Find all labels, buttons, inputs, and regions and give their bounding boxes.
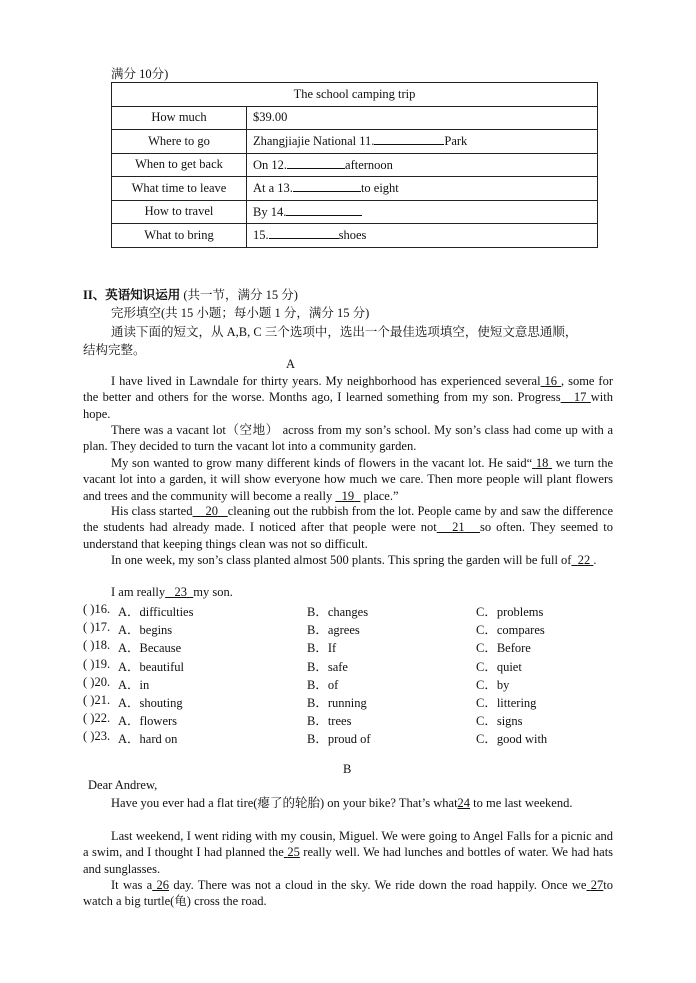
blank-19: [335, 489, 360, 503]
blank-25: [284, 845, 300, 859]
text: to me last weekend.: [473, 796, 573, 810]
letter-greeting: Dear Andrew,: [88, 778, 158, 792]
text: It was a: [111, 878, 153, 892]
answer-blank-15[interactable]: [269, 227, 339, 239]
blank-number: 21: [452, 520, 465, 535]
question-number: ( )19.: [83, 656, 111, 671]
passage-a-paragraph-5: [83, 552, 613, 568]
question-number: ( )17.: [83, 620, 111, 635]
question-number: ( )22.: [83, 711, 111, 726]
option-a[interactable]: A．hard on: [118, 732, 178, 747]
text: His class started: [111, 504, 193, 518]
option-c[interactable]: C．by: [476, 677, 510, 692]
blank-26: [152, 878, 169, 892]
camping-trip-table: [111, 82, 598, 248]
blank-16: [541, 374, 561, 388]
question-number: ( )18.: [83, 638, 111, 653]
option-b[interactable]: B．If: [307, 641, 337, 656]
passage-a-paragraph-2: There was a vacant lot（空地） across from my son’s school. My son’s class had come up with a plan. They decided to turn the vacant lot into a community garden.: [83, 423, 613, 454]
option-a[interactable]: A．in: [118, 677, 150, 692]
section-heading-rest: (共一节，满分 15 分): [180, 288, 298, 302]
option-c[interactable]: C．Before: [476, 641, 531, 656]
table-row: [112, 153, 598, 177]
section-heading: [83, 285, 298, 303]
instruction-line-1: 通读下面的短文，从 A,B, C 三个选项中，选出一个最佳选项填空，使短文意思通顺，: [111, 325, 578, 339]
row-value: [247, 153, 598, 177]
table-row: [112, 130, 598, 154]
value-suffix: Park: [444, 134, 468, 149]
row-value: [247, 106, 598, 130]
blank-17: [561, 390, 591, 404]
option-b[interactable]: B．of: [307, 677, 339, 692]
passage-a-paragraph-3: [83, 455, 613, 504]
blank-24: [458, 796, 471, 810]
row-label: How to travel: [112, 200, 247, 224]
row-label: What time to leave: [112, 177, 247, 201]
question-number: ( )16.: [83, 602, 111, 616]
text: I have lived in Lawndale for thirty years. My neighborhood has experienced several: [111, 374, 541, 388]
value-text: Zhangjiajie National 11.: [253, 134, 375, 149]
question-number: ( )23.: [83, 729, 111, 744]
option-c[interactable]: C．compares: [476, 623, 545, 638]
option-a[interactable]: A．shouting: [118, 696, 183, 710]
table-row: [112, 200, 598, 224]
value-text: By 14.: [253, 204, 287, 219]
option-c[interactable]: C．littering: [476, 696, 537, 710]
answer-blank-14[interactable]: [286, 204, 362, 216]
text: my son.: [193, 585, 233, 599]
answer-blank-11[interactable]: [374, 133, 444, 145]
option-a[interactable]: A．flowers: [118, 714, 178, 729]
option-c[interactable]: C．signs: [476, 714, 523, 729]
option-a[interactable]: A．begins: [118, 623, 173, 638]
section-heading-bold: II、英语知识运用: [83, 288, 181, 302]
passage-b-paragraph-3: [83, 877, 613, 910]
row-value: [247, 224, 598, 248]
blank-27: [586, 878, 603, 892]
row-value: [247, 130, 598, 154]
table-title: The school camping trip: [112, 83, 598, 107]
blank-22: [571, 553, 593, 567]
blank-number: 26: [156, 878, 170, 892]
text: Have you ever had a flat tire(瘪了的轮胎) on your bike? That’s what: [111, 796, 458, 810]
option-a[interactable]: A．Because: [118, 641, 182, 656]
row-label: How much: [112, 106, 247, 130]
text: My son wanted to grow many different kinds of flowers in the vacant lot. He said“: [111, 456, 533, 470]
blank-23: [165, 585, 193, 599]
option-c[interactable]: C．quiet: [476, 659, 522, 674]
blank-18: [532, 456, 552, 470]
row-label: Where to go: [112, 130, 247, 154]
text: , some for the better and others for the worse. Months ago, I learned something from my son. Progress: [83, 374, 613, 405]
passage-b-paragraph-1: [83, 795, 613, 811]
table-row: [112, 83, 598, 107]
row-label: When to get back: [112, 153, 247, 177]
text: really well. We had lunches and bottles of water. We had hats and sunglasses.: [83, 845, 614, 876]
value-text: $39.00: [253, 110, 288, 125]
table-row: [112, 224, 598, 248]
text: to watch a big turtle(龟) cross the road.: [83, 878, 614, 909]
value-text: 15.: [253, 228, 269, 243]
table-caption: 满分 10分): [111, 67, 169, 81]
table-row: [112, 177, 598, 201]
blank-21: [437, 520, 480, 534]
option-b[interactable]: B．agrees: [307, 623, 360, 638]
text: with hope.: [83, 390, 614, 421]
row-label: What to bring: [112, 224, 247, 248]
option-b[interactable]: B．changes: [307, 605, 369, 619]
blank-number: 23: [174, 585, 188, 599]
text: .: [593, 553, 597, 567]
passage-a-paragraph-6: [83, 584, 613, 600]
table-row: [112, 106, 598, 130]
option-c[interactable]: C．good with: [476, 732, 548, 747]
row-value: [247, 200, 598, 224]
option-b[interactable]: B．trees: [307, 714, 352, 729]
value-suffix: to eight: [360, 181, 399, 196]
passage-a-paragraph-1: [83, 373, 613, 422]
text: In one week, my son’s class planted almost 500 plants. This spring the garden will be full of: [111, 553, 572, 567]
value-text: On 12.: [253, 157, 288, 172]
text: day. There was not a cloud in the sky. We ride down the road happily. Once we: [173, 878, 587, 892]
passage-a-title: A: [286, 357, 296, 371]
passage-a-paragraph-4: [83, 503, 613, 552]
question-number: ( )21.: [83, 693, 111, 707]
blank-number: 24: [457, 796, 471, 810]
blank-number: 20: [205, 504, 218, 518]
blank-number: 18: [535, 456, 549, 470]
blank-number: 27: [590, 878, 604, 892]
option-b[interactable]: B．safe: [307, 659, 348, 674]
option-b[interactable]: B．running: [307, 696, 367, 710]
option-a[interactable]: A．beautiful: [118, 659, 184, 674]
value-text: At a 13.: [253, 181, 293, 196]
text: we turn the vacant lot into a garden, it will show everyone how much we care. Then more people will plant flowers and trees and the community will become a really: [83, 456, 614, 503]
answer-blank-13[interactable]: [293, 180, 361, 192]
blank-20: [192, 504, 227, 518]
blank-number: 19: [341, 488, 355, 503]
blank-number: 25: [287, 845, 300, 860]
question-number: ( )20.: [83, 674, 111, 689]
value-suffix: shoes: [338, 228, 367, 243]
option-c[interactable]: C．problems: [476, 605, 544, 619]
option-b[interactable]: B．proud of: [307, 732, 371, 747]
text: so often. They seemed to understand that keeping things clean was not so difficult.: [83, 520, 614, 551]
section-subheading: 完形填空(共 15 小题；每小题 1 分，满分 15 分): [111, 306, 370, 320]
text: Last weekend, I went riding with my cousin, Miguel. We were going to Angel Falls for a picnic and a swim, and I thought I had planned the: [83, 829, 613, 860]
instruction-line-2: 结构完整。: [83, 343, 146, 357]
answer-blank-12[interactable]: [287, 157, 345, 169]
passage-b-paragraph-2: [83, 828, 613, 877]
blank-number: 16: [544, 374, 558, 388]
blank-number: 22: [577, 553, 591, 567]
option-a[interactable]: A．difficulties: [118, 605, 194, 619]
blank-number: 17: [573, 390, 587, 405]
value-suffix: afternoon: [345, 157, 393, 172]
passage-b-title: B: [343, 762, 352, 776]
row-value: [247, 177, 598, 201]
text: cleaning out the rubbish from the lot. People came by and saw the difference the students had already made. I noticed after that people were not: [83, 504, 614, 535]
text: place.”: [363, 488, 399, 503]
text: I am really: [111, 585, 166, 599]
